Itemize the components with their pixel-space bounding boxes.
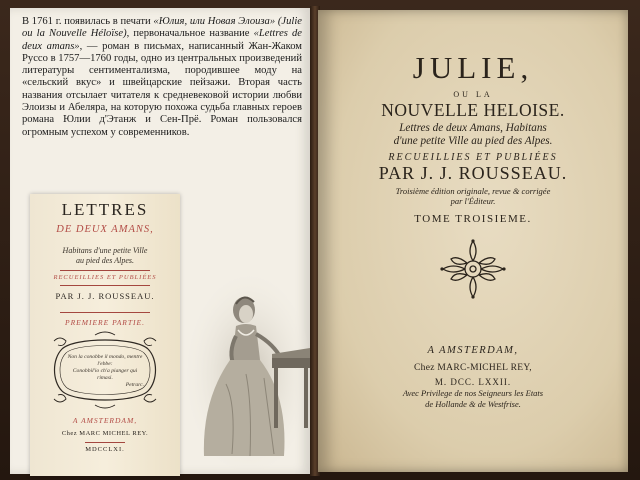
- publication-year: M. DCC. LXXII.: [434, 377, 512, 387]
- book-title: JULIE,: [412, 50, 534, 85]
- privilege-line: Avec Privilege de nos Seigneurs les Etats: [402, 388, 544, 398]
- privilege-note: [318, 388, 628, 410]
- first-edition-title-page: [30, 194, 180, 476]
- book-title-nouvelle-heloise: NOUVELLE HELOISE.: [381, 100, 565, 120]
- first-edition-city: A AMSTERDAM,: [72, 416, 138, 425]
- divider-rule: [60, 285, 150, 286]
- book-author: PAR J. J. ROUSSEAU.: [378, 163, 568, 183]
- quote-line: Non la conobbe il mondo, mentre l'ebbe:: [67, 354, 143, 367]
- first-edition-recueillies: RECUEILLIES ET PUBLIÉES: [53, 274, 157, 281]
- first-edition-part: PREMIERE PARTIE.: [64, 318, 145, 327]
- privilege-line: de Hollande & de Westfrise.: [425, 399, 521, 409]
- intro-paragraph: [22, 16, 302, 139]
- first-edition-year: MDCCLXI.: [85, 446, 125, 453]
- edition-line: Troisième édition originale, revue & corrigée: [395, 186, 551, 196]
- right-page-title: [318, 10, 628, 472]
- floral-ornament-icon: [438, 238, 508, 300]
- quote-line: Conobbil'io ch'a pianger qui rimasi.: [72, 368, 138, 381]
- first-edition-title: LETTRES: [61, 200, 149, 219]
- intro-text-part: , первоначальное название: [126, 28, 254, 40]
- divider-rule: [85, 442, 125, 443]
- first-edition-subtitle: DE DEUX AMANS,: [56, 224, 154, 235]
- edition-line: par l'Éditeur.: [450, 196, 496, 206]
- recueillies-line: RECUEILLIES ET PUBLIÉES: [388, 152, 558, 163]
- divider-rule: [60, 270, 150, 271]
- first-edition-place: [30, 246, 180, 266]
- volume-label: TOME TROISIEME.: [414, 213, 532, 225]
- intro-text-part: В 1761 г. появилась в печати: [22, 16, 154, 27]
- left-page: [10, 8, 311, 474]
- intro-original-title-italic: «Lettres de deux amans»: [22, 28, 303, 52]
- subtitle-line: d'une petite Ville au pied des Alpes.: [393, 135, 553, 147]
- first-edition-publisher: Chez MARC MICHEL REY.: [61, 430, 149, 437]
- intro-text-part: , — роман в письмах, написанный Жан-Жаком Руссо в 1757—1760 годы, одно из центральных произведений литературы сентиментализма, породившее моду на «сельский вкус» и швейцарские пейзажи. Вторая часть названия отсылает читателя к средневековой истории любви Элоизы и Абеляра, на которую похожа судьба главных героев романа Юлии д'Этанж и Сен-Прё. Роман пользовался огромным успехом у современников.: [22, 40, 302, 138]
- petrarch-quote: [66, 354, 144, 389]
- engraving-woman-at-harpsichord: [186, 274, 312, 474]
- publisher-city: A AMSTERDAM,: [427, 345, 519, 356]
- divider-rule: [60, 312, 150, 313]
- book-subtitle: [318, 122, 628, 148]
- place-line: au pied des Alpes.: [75, 256, 135, 265]
- book-title-ou-la: OU LA: [453, 90, 493, 99]
- first-edition-author: PAR J. J. ROUSSEAU.: [55, 291, 155, 301]
- intro-title-italic: «Юлия, или Новая Элоиза» (Julie ou la Nouvelle Héloïse): [22, 16, 302, 40]
- quote-attribution: Petrarc.: [125, 382, 144, 388]
- publisher-name: Chez MARC-MICHEL REY,: [414, 363, 532, 373]
- place-line: Habitans d'une petite Ville: [62, 246, 148, 255]
- subtitle-line: Lettres de deux Amans, Habitans: [399, 122, 547, 134]
- edition-note: [318, 186, 628, 206]
